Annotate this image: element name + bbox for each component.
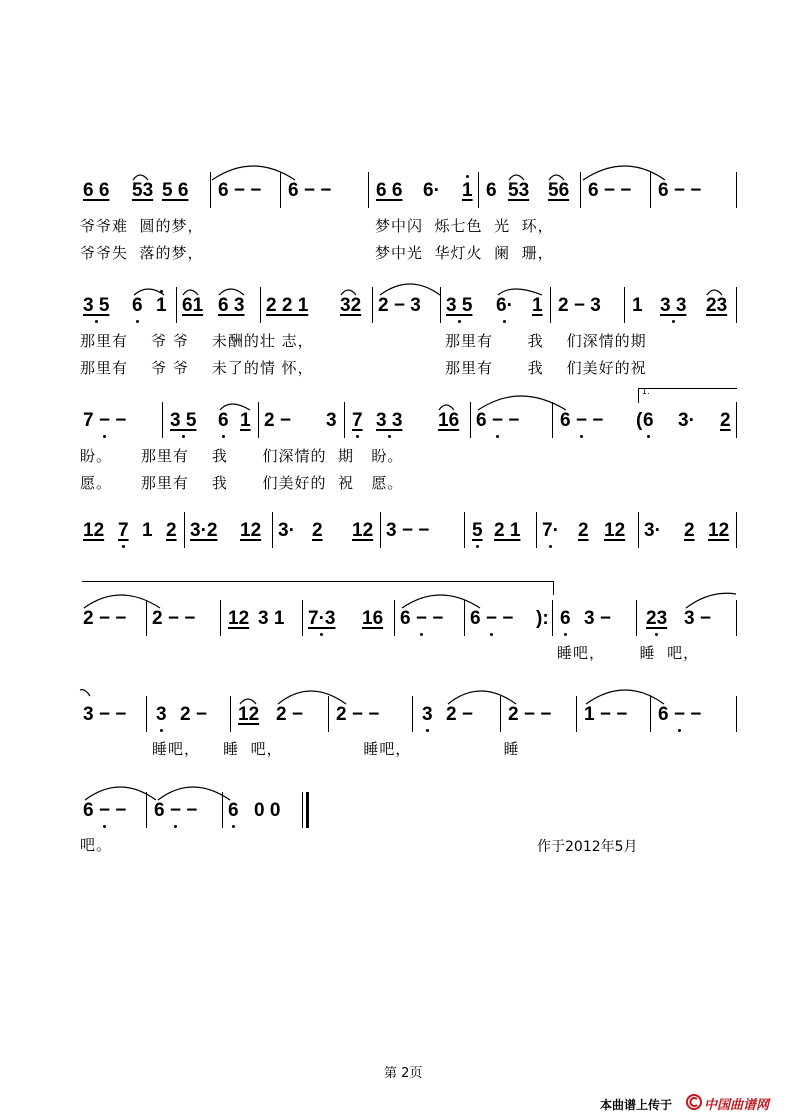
lyric-line: 睡吧， 睡 吧， xyxy=(557,644,700,662)
barline xyxy=(736,512,737,548)
note-group: 6 xyxy=(643,410,654,431)
note-group: 12 xyxy=(228,608,250,629)
note-group: 5 xyxy=(472,520,483,541)
slur xyxy=(80,778,740,808)
note-group: 2 1 xyxy=(494,520,521,541)
note-group: 12 xyxy=(240,520,262,541)
lyric-line: 盼。 那里有 我 们深情的 期 盼。 xyxy=(80,447,404,465)
note-group: 6 xyxy=(218,410,229,431)
note-group: 3 − − xyxy=(386,520,430,541)
note-group: 1 − − xyxy=(584,704,628,725)
site-name: 中国曲谱网 xyxy=(704,1098,770,1113)
note-group: 3 − xyxy=(584,608,611,629)
lyric-line: 那里有 我 们深情的期 xyxy=(445,332,647,350)
barline xyxy=(638,512,639,548)
note-group: 6 − − xyxy=(154,800,198,821)
composition-date: 作于2012年5月 xyxy=(537,839,638,855)
page-number: 第 2页 xyxy=(384,1066,423,1081)
note-group: 6 − − xyxy=(288,180,332,201)
note-group: 6 xyxy=(132,295,143,316)
note-group: 6 − − xyxy=(658,704,702,725)
note-group: 1 xyxy=(532,295,543,316)
note-group: 3 xyxy=(156,704,167,725)
note-group: 6· xyxy=(496,295,513,316)
note-group: 2 − xyxy=(264,410,291,431)
barline xyxy=(272,512,273,548)
note-group: 53 xyxy=(508,180,530,201)
note-group: 6 xyxy=(486,180,497,201)
note-group: 61 xyxy=(182,295,204,316)
lyric-line: 爷爷失 落的梦， xyxy=(80,244,204,262)
repeat-close: ): xyxy=(536,608,549,629)
note-group: 5 6 xyxy=(162,180,189,201)
note-group: 3· xyxy=(678,410,695,431)
note-group: 3·2 xyxy=(190,520,218,541)
note-group: 6 xyxy=(560,608,571,629)
upload-label: 本曲谱上传于 xyxy=(600,1098,673,1112)
note-group: 1 xyxy=(240,410,251,431)
note-group: 2 − 3 xyxy=(378,295,421,316)
note-group: 1 xyxy=(142,520,153,541)
note-group: 6 − − xyxy=(658,180,702,201)
barline xyxy=(184,512,185,548)
note-group: 6· xyxy=(423,180,440,201)
note-group: 1 xyxy=(462,180,473,201)
note-group: 56 xyxy=(548,180,570,201)
cq-logo-icon xyxy=(686,1094,702,1110)
note-group: 2 − 3 xyxy=(558,295,601,316)
note-group: 3 xyxy=(422,704,433,725)
note-group: 3· xyxy=(278,520,295,541)
note-group: 23 xyxy=(706,295,728,316)
repeat-open-paren: ( xyxy=(636,410,643,431)
score-line-1 xyxy=(80,172,740,212)
score-line-3 xyxy=(80,402,740,442)
lyric-line: 那里有 爷 爷 未酬的壮 志， xyxy=(80,332,314,350)
note-group: 2 xyxy=(312,520,323,541)
volta-2-line xyxy=(82,581,554,582)
barline xyxy=(380,512,381,548)
note-group: 7· xyxy=(542,520,559,541)
volta-label: 1. xyxy=(642,387,650,396)
slur xyxy=(80,158,740,188)
note-group: 2 xyxy=(578,520,589,541)
slur xyxy=(80,586,740,616)
note-group: 2 − xyxy=(180,704,207,725)
lyric-line: 睡吧， 睡 吧， 睡吧， 睡 xyxy=(152,740,520,758)
note-group: 7 xyxy=(118,520,129,541)
score-line-2 xyxy=(80,287,740,327)
note-group: 12 xyxy=(604,520,626,541)
note-group: 1 xyxy=(632,295,643,316)
note-group: 3 xyxy=(326,410,337,431)
note-group: 6 − − xyxy=(400,608,444,629)
note-group: 23 xyxy=(646,608,668,629)
score-line-6 xyxy=(80,696,740,736)
note-group: 3 3 xyxy=(660,295,687,316)
barline xyxy=(536,512,537,548)
note-group: 6 − − xyxy=(218,180,262,201)
lyric-line: 那里有 爷 爷 未了的情 怀， xyxy=(80,359,314,377)
lyric-line: 愿。 那里有 我 们美好的 祝 愿。 xyxy=(80,474,404,492)
note-group: 3 5 xyxy=(170,410,197,431)
lyric-line: 爷爷难 圆的梦， xyxy=(80,217,204,235)
note-group: 2 − xyxy=(276,704,303,725)
note-group: 16 xyxy=(362,608,384,629)
note-group: 3 5 xyxy=(83,295,110,316)
lyric-line: 那里有 我 们美好的祝 xyxy=(445,359,647,377)
note-group: 2 xyxy=(720,410,731,431)
lyric-line: 梦中闪 烁七色 光 环， xyxy=(375,217,554,235)
note-group: 6 − − xyxy=(476,410,520,431)
note-group: 12 xyxy=(238,704,260,725)
note-group: 7 − − xyxy=(83,410,127,431)
score-line-5 xyxy=(80,600,740,640)
note-group: 3 − xyxy=(684,608,711,629)
note-group: 7·3 xyxy=(308,608,336,629)
note-group: 16 xyxy=(438,410,460,431)
note-group: 53 xyxy=(132,180,154,201)
slur xyxy=(80,682,740,712)
note-group: 2 xyxy=(166,520,177,541)
note-group: 7 xyxy=(352,410,363,431)
note-group: 2 − − xyxy=(336,704,380,725)
note-group: 12 xyxy=(352,520,374,541)
note-group: 6 6 xyxy=(376,180,403,201)
note-group: 6 − − xyxy=(470,608,514,629)
note-group: 3 − − xyxy=(83,704,127,725)
score-line-4 xyxy=(80,512,740,552)
note-group: 12 xyxy=(83,520,105,541)
note-group: 6 − − xyxy=(83,800,127,821)
note-group: 3· xyxy=(644,520,661,541)
slur xyxy=(80,388,740,418)
note-group: 6 3 xyxy=(218,295,245,316)
note-group: 6 − − xyxy=(588,180,632,201)
note-group: 3 5 xyxy=(446,295,473,316)
note-group: 0 0 xyxy=(254,800,281,821)
note-group: 32 xyxy=(340,295,362,316)
note-group: 12 xyxy=(708,520,730,541)
note-group: 3 1 xyxy=(258,608,285,629)
note-group: 2 2 1 xyxy=(266,295,309,316)
note-group: 3 3 xyxy=(376,410,403,431)
lyric-line: 吧。 xyxy=(80,836,113,854)
note-group: 6 xyxy=(228,800,239,821)
note-group: 2 − − xyxy=(83,608,127,629)
note-group: 2 − − xyxy=(508,704,552,725)
note-group: 2 − − xyxy=(152,608,196,629)
note-group: 1 xyxy=(156,295,167,316)
slur xyxy=(80,273,740,303)
note-group: 6 − − xyxy=(560,410,604,431)
lyric-line: 梦中光 华灯火 阑 珊， xyxy=(375,244,554,262)
note-group: 2 xyxy=(684,520,695,541)
barline xyxy=(464,512,465,548)
note-group: 6 6 xyxy=(83,180,110,201)
score-line-7 xyxy=(80,792,740,832)
note-group: 2 − xyxy=(446,704,473,725)
